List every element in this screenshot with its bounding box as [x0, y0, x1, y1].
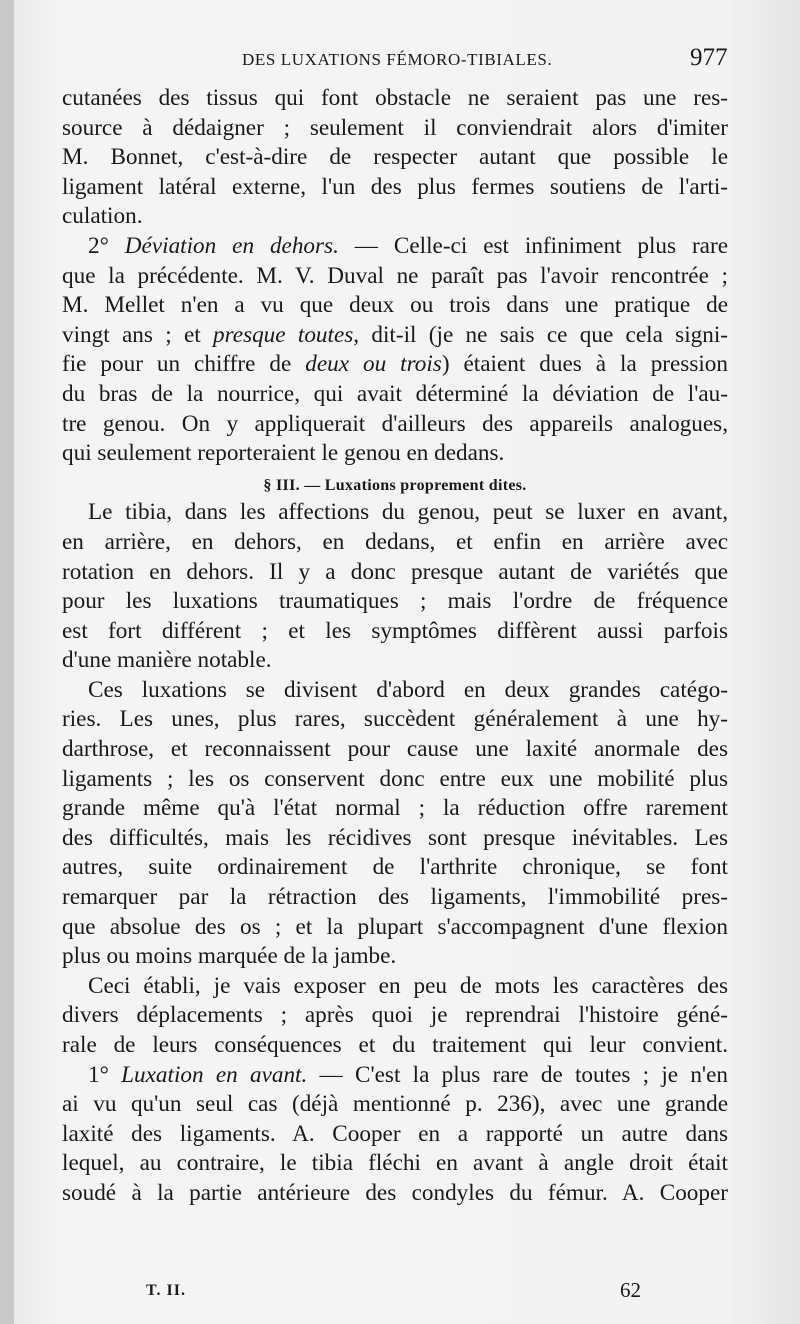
emphasis: deux ou trois	[305, 351, 442, 378]
list-number: 2°	[88, 232, 125, 259]
subsection-title: Luxation en avant.	[121, 1061, 308, 1088]
page-header	[14, 44, 800, 80]
running-head: DES LUXATIONS FÉMORO-TIBIALES.	[242, 50, 553, 69]
volume-signature: T. II.	[146, 1282, 186, 1299]
text-line: soudé à la partie antérieure des condyles du fémur. A. Cooper	[62, 1179, 728, 1206]
text-line	[62, 232, 728, 262]
text-line: M. Mellet n'en a vu que deux ou trois dans une pratique de	[62, 292, 728, 319]
subsection-title: Déviation en dehors.	[124, 232, 339, 259]
text-run: ) étaient dues à la pression	[441, 351, 728, 378]
body-text	[62, 84, 728, 1209]
text-run: , dit-il (je ne sais ce que cela signi-	[353, 321, 728, 348]
text-line: darthrose, et reconnaissent pour cause une laxité anormale des	[62, 736, 728, 763]
text-line: qui seulement reporteraient le genou en dedans.	[62, 440, 505, 467]
text-line: est fort différent ; et les symptômes diffèrent aussi parfois	[62, 617, 728, 644]
page-footer	[14, 1278, 800, 1308]
text-line: rotation en dehors. Il y a donc presque autant de variétés que	[62, 558, 728, 585]
text-line: cutanées des tissus qui font obstacle ne seraient pas une res-	[62, 85, 728, 111]
text-line: Ceci établi, je vais exposer en peu de mots les caractères des	[88, 972, 728, 999]
text-line: que absolue des os ; et la plupart s'accompagnent d'une flexion	[62, 913, 728, 940]
text-line: pour les luxations traumatiques ; mais l'ordre de fréquence	[62, 588, 728, 615]
text-line: Ces luxations se divisent d'abord en deux grandes catégo-	[88, 676, 728, 703]
text-line: M. Bonnet, c'est-à-dire de respecter autant que possible le	[62, 144, 728, 171]
text-run: fie pour un chiffre de	[62, 351, 306, 378]
section-heading: § III. — Luxations proprement dites.	[263, 476, 527, 494]
text-line	[62, 350, 728, 380]
text-line: Le tibia, dans les affections du genou, peut se luxer en avant,	[88, 499, 728, 526]
text-run: vingt ans ; et	[62, 321, 214, 348]
text-line: d'une manière notable.	[62, 647, 272, 674]
page-number: 977	[690, 44, 728, 71]
text-run: — Celle-ci est infiniment plus rare	[338, 232, 728, 259]
text-line: source à dédaigner ; seulement il conviendrait alors d'imiter	[62, 114, 728, 141]
emphasis: presque toutes	[213, 321, 354, 348]
text-line: grande même qu'à l'état normal ; la réduction offre rarement	[62, 795, 728, 822]
text-line: ligament latéral externe, l'un des plus fermes soutiens de l'arti-	[62, 173, 728, 200]
text-line: tre genou. On y appliquerait d'ailleurs des appareils analogues,	[62, 410, 728, 437]
text-line: autres, suite ordinairement de l'arthrite chronique, se font	[62, 854, 728, 881]
text-line: plus ou moins marquée de la jambe.	[62, 943, 397, 970]
text-line: des difficultés, mais les récidives sont presque inévitables. Les	[62, 824, 728, 851]
sheet-number: 62	[620, 1278, 641, 1302]
text-line: remarquer par la rétraction des ligaments, l'immobilité pres-	[62, 884, 728, 911]
list-number: 1°	[88, 1061, 122, 1088]
book-page	[14, 0, 800, 1324]
text-line: ries. Les unes, plus rares, succèdent généralement à une hy-	[62, 706, 728, 733]
text-line: divers déplacements ; après quoi je reprendrai l'histoire géné-	[62, 1002, 728, 1029]
text-line	[62, 1061, 728, 1091]
text-line: du bras de la nourrice, qui avait déterminé la déviation de l'au-	[62, 380, 728, 407]
text-line: laxité des ligaments. A. Cooper en a rapporté un autre dans	[62, 1120, 728, 1147]
text-line: en arrière, en dehors, en dedans, et enfin en arrière avec	[62, 528, 728, 555]
text-run: — C'est la plus rare de toutes ; je n'en	[307, 1061, 728, 1088]
text-line: lequel, au contraire, le tibia fléchi en avant à angle droit était	[62, 1150, 728, 1177]
text-line: culation.	[62, 203, 143, 230]
text-line: que la précédente. M. V. Duval ne paraît pas l'avoir rencontrée ;	[62, 262, 728, 289]
text-line	[62, 321, 728, 351]
text-line: ai vu qu'un seul cas (déjà mentionné p. 236), avec une grande	[62, 1091, 728, 1118]
section-heading-line	[62, 469, 728, 499]
text-line: rale de leurs conséquences et du traitement qui leur convient.	[62, 1032, 728, 1058]
text-line: ligaments ; les os conservent donc entre eux une mobilité plus	[62, 765, 728, 792]
